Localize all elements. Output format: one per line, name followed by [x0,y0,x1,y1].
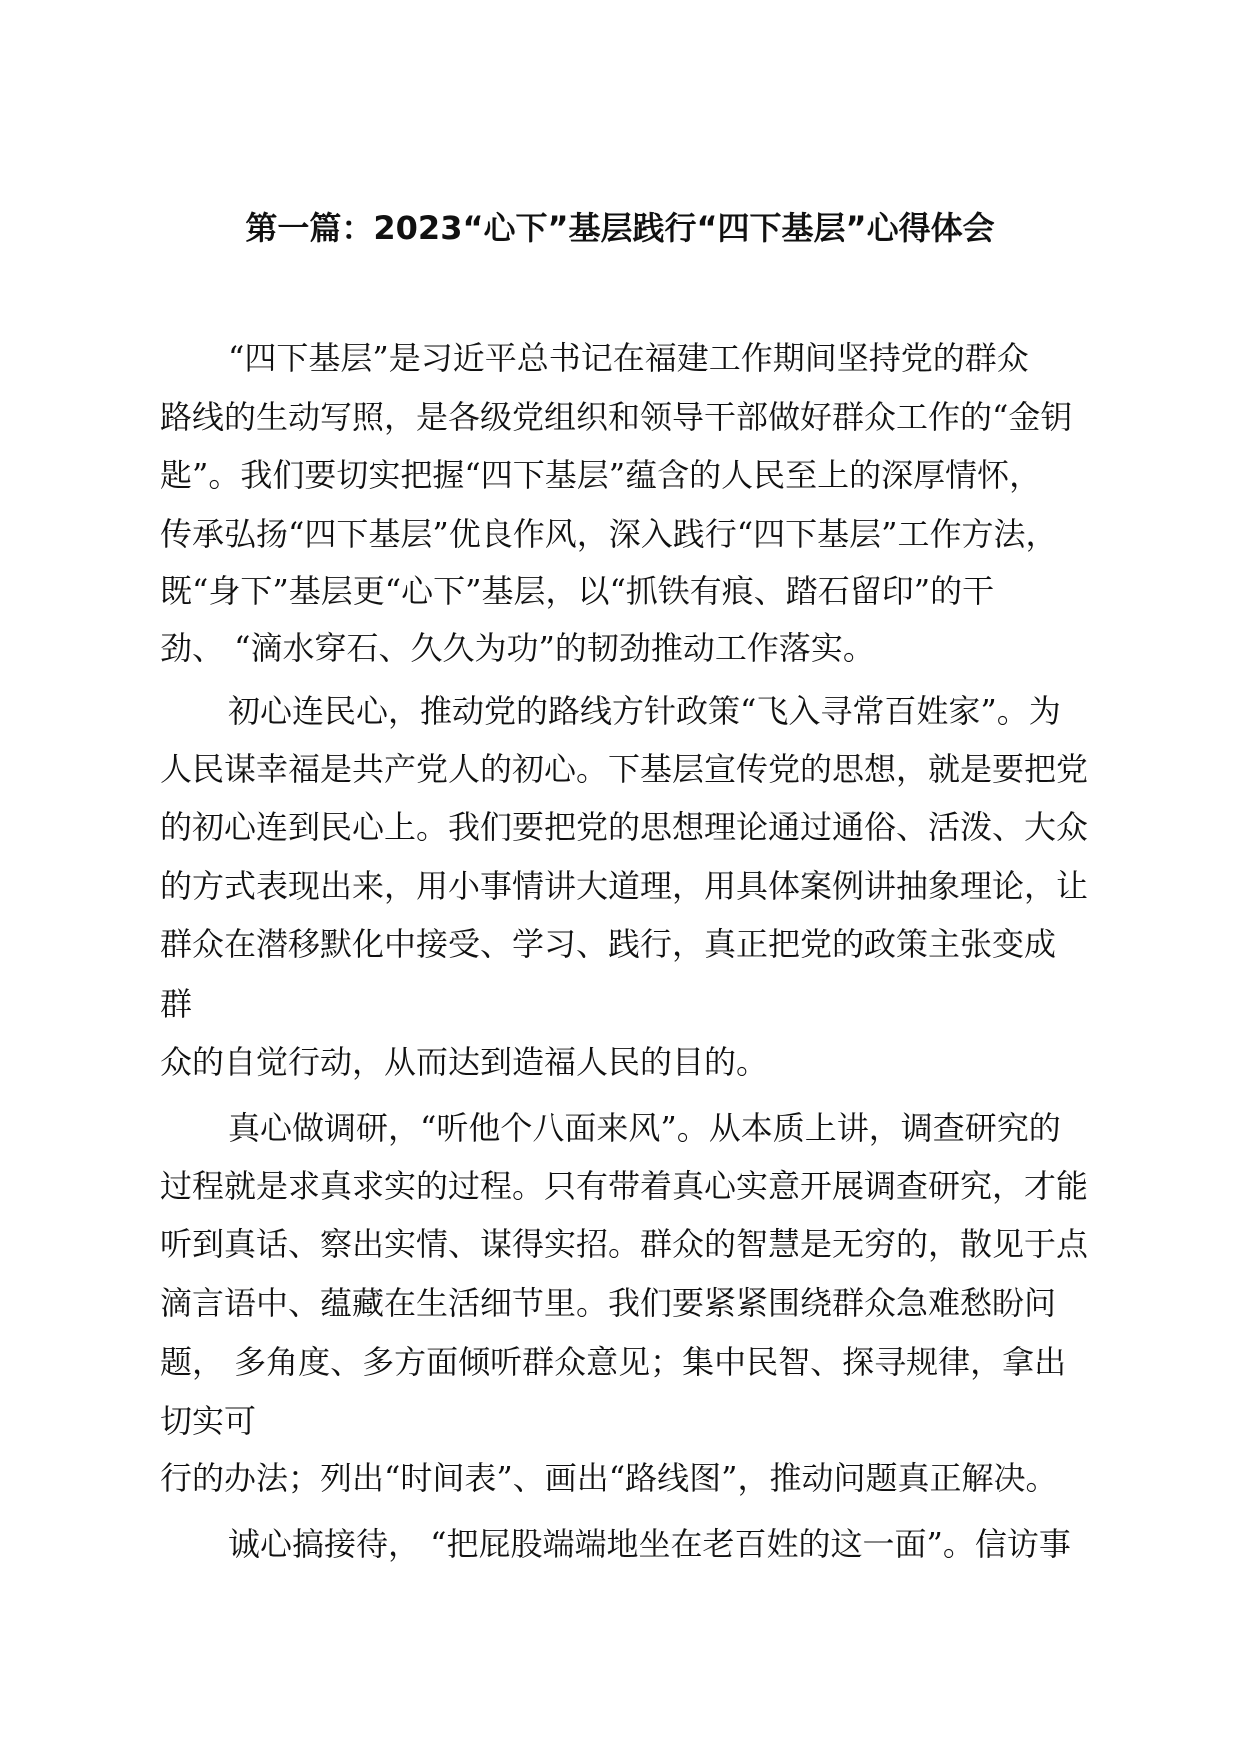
text-line: 传承弘扬“四下基层”优良作风，深入践行“四下基层”工作方法， [160,515,1058,553]
text-line: 劲、 “滴水穿石、久久为功”的韧劲推动工作落实。 [160,629,875,667]
text-line: 过程就是求真求实的过程。只有带着真心实意开展调查研究，才能 [160,1167,1089,1205]
text-line: 人民谋幸福是共产党人的初心。下基层宣传党的思想，就是要把党 [160,750,1089,788]
text-line: 群众在潜移默化中接受、学习、践行，真正把党的政策主张变成 [160,925,1057,963]
text-line: 切实可 [160,1402,257,1440]
text-line: 滴言语中、蕴藏在生活细节里。我们要紧紧围绕群众急难愁盼问 [160,1284,1057,1322]
text-line: 既“身下”基层更“心下”基层，以“抓铁有痕、踏石留印”的干 [160,572,995,610]
document-title: 第一篇：2023“心下”基层践行“四下基层”心得体会 [245,209,995,247]
text-line: 真心做调研，“听他个八面来风”。从本质上讲，调查研究的 [228,1109,1061,1147]
text-line: 群 [160,985,193,1023]
text-line: 行的办法；列出“时间表”、画出“路线图”，推动问题真正解决。 [160,1459,1058,1497]
text-line: 初心连民心，推动党的路线方针政策“飞入寻常百姓家”。为 [228,692,1061,730]
text-line: 路线的生动写照，是各级党组织和领导干部做好群众工作的“金钥 [160,398,1073,436]
text-line: 题， 多角度、多方面倾听群众意见；集中民智、探寻规律，拿出 [160,1343,1067,1381]
text-line: 众的自觉行动，从而达到造福人民的目的。 [160,1043,769,1081]
text-line: 诚心搞接待， “把屁股端端地坐在老百姓的这一面”。信访事 [228,1525,1071,1563]
text-line: 匙”。我们要切实把握“四下基层”蕴含的人民至上的深厚情怀， [160,456,1042,494]
text-line: 的初心连到民心上。我们要把党的思想理论通过通俗、活泼、大众 [160,808,1089,846]
text-line: “四下基层”是习近平总书记在福建工作期间坚持党的群众 [228,339,1029,377]
text-line: 的方式表现出来，用小事情讲大道理，用具体案例讲抽象理论，让 [160,867,1089,905]
text-line: 听到真话、察出实情、谋得实招。群众的智慧是无穷的，散见于点 [160,1225,1089,1263]
